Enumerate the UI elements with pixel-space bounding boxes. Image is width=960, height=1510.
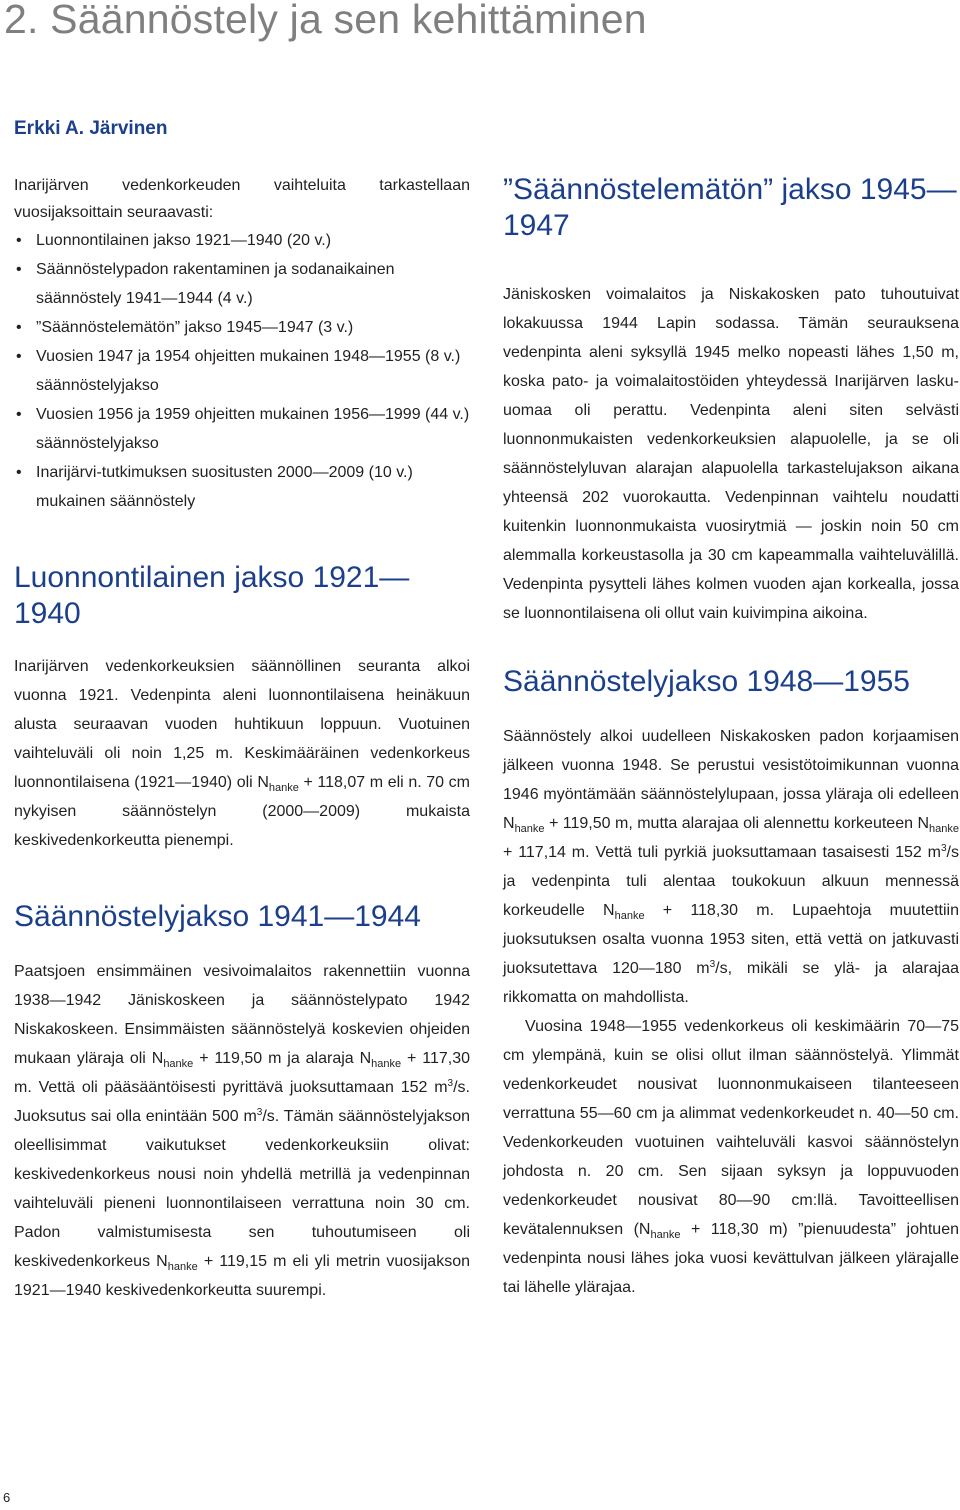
section-heading-natural-period: Luonnontilainen jakso 1921—1940 xyxy=(14,561,410,630)
list-item: • Säännöstelypadon rakentaminen ja sodanaikainen säännöstely 1941—1944 (4 v.) xyxy=(14,255,470,313)
bullet-icon: • xyxy=(16,232,22,249)
regulation-1948-paragraph-1: Säännöstely alkoi uudelleen Niskakosken padon korjaamisen jälkeen vuonna 1948. Se perustui vesistötoimikunnan vuonna 1946 myöntämään säännöstelylupaan, jossa yläraja oli edelleen $N_{hanke} + 119,50$ m, mutta alarajaa oli alennettu korkeuteen $N_{hanke} + 117,14$ m. Vettä tuli pyrkiä juoksuttamaan tasaisesti 152 $m^3/s$ ja vedenpinta tuli alentaa toukokuun alkuun mennessä korkeudelle $N_{hanke} + 118,30$ m. Lupaehtoja muutettiin juoksutuksen osalta vuonna 1953 siten, että vettä on jatkuvasti juoksutettava 120—180 $m^3/s$, mikäli se ylä- ja alarajaa rikkomatta on mahdollista. xyxy=(503,728,960,1006)
list-item: • Inarijärvi-tutkimuksen suositusten 2000—2009 (10 v.) mukainen säännöstely xyxy=(14,458,470,516)
page-number: 6 xyxy=(3,1490,11,1505)
list-item: • ”Säännöstelemätön” jakso 1945—1947 (3 v.) xyxy=(14,313,470,342)
section-heading-unregulated-period: ”Säännöstelemätön” jakso 1945—1947 xyxy=(503,173,957,242)
left-column xyxy=(14,172,470,1305)
section-heading-regulation-1948: Säännöstelyjakso 1948—1955 xyxy=(503,665,910,698)
period-list xyxy=(14,226,470,516)
section-heading-regulation-1941: Säännöstelyjakso 1941—1944 xyxy=(14,900,421,933)
list-item: • Vuosien 1956 ja 1959 ohjeitten mukainen 1956—1999 (44 v.) säännöstelyjakso xyxy=(14,400,470,458)
list-item: • Luonnontilainen jakso 1921—1940 (20 v.) xyxy=(14,226,470,255)
bullet-icon: • xyxy=(16,319,22,336)
bullet-icon: • xyxy=(16,406,22,423)
regulation-1941-paragraph: Paatsjoen ensimmäinen vesivoimalaitos rakennettiin vuonna 1938—1942 Jäniskoskeen ja säännöstelypato 1942 Niskakoskeen. Ensimmäisten säännöstelyä koskevien ohjeiden mukaan yläraja oli $N_{hanke} + 119,50$ m ja alaraja $N_{hanke} + 117,30$ m. Vettä oli pääsääntöisesti pyrittävä juoksuttamaan 152 $m^3/s$. Juoksutus sai olla enintään 500 $m^3/s$. Tämän säännöstelyjakson oleellisimmat vaikutukset vedenkorkeuksiin olivat: keskivedenkorkeus nousi noin yhdellä metrillä ja vedenpinnan vaihteluväli pieneni luonnontilaiseen verrattuna noin 30 cm. Padon valmistumisesta sen tuhoutumiseen oli keskivedenkorkeus $N_{hanke} + 119,15$ m eli yli metrin vuosijakson 1921—1940 keskivedenkorkeutta suurempi. xyxy=(14,963,471,1299)
regulation-1948-paragraph-2: Vuosina 1948—1955 vedenkorkeus oli keskimäärin 70—75 cm ylempänä, kuin se olisi ollut ilman säännöstelyä. Ylimmät vedenkorkeudet nousivat luonnonmukaiseen tilanteeseen verrattuna 55—60 cm ja alimmat vedenkorkeudet n. 40—50 cm. Vedenkorkeuden vuotuinen vaihteluväli kasvoi säännöstelyn johdosta n. 20 cm. Sen sijaan syksyn ja loppuvuoden vedenkorkeudet nousivat 80—90 cm:llä. Tavoitteellisen kevätalennuksen ($N_{hanke} + 118,30$ m) ”pienuudesta” johtuen vedenpinta nousi lähes joka vuosi kevättulvan jälkeen ylärajalle tai lähelle ylärajaa. xyxy=(503,1018,959,1296)
right-column xyxy=(503,172,959,1302)
unregulated-period-paragraph: Jäniskosken voimalaitos ja Niskakosken pato tuhoutuivat lokakuussa 1944 Lapin sodassa. Tämän seurauksena vedenpinta aleni syksyllä 1945 melko nopeasti lähes 1,50 m, koska pato- ja voimalaitostöiden yhteydessä Inarijärven lasku-uomaa oli perattu. Vedenpinta aleni siten selvästi luonnonmukaisten vedenkorkeuksien alapuolelle, ja se oli säännöstelyluvan alarajan alapuolella tarkastelujakson aikana yhteensä 202 vuorokautta. Vedenpinnan vaihtelu noudatti kuitenkin luonnonmukaista vuosirytmiä — joskin noin 50 cm alemmalla korkeustasolla ja 30 cm kapeammalla vaihteluvälillä. Vedenpinta pysytteli lähes kolmen vuoden ajan korkealla, jossa se luonnontilaisena oli ollut vain kuivimpina aikoina. xyxy=(503,286,959,622)
bullet-icon: • xyxy=(16,261,22,278)
bullet-icon: • xyxy=(16,464,22,481)
natural-period-paragraph: Inarijärven vedenkorkeuksien säännöllinen seuranta alkoi vuonna 1921. Vedenpinta aleni luonnontilaisena heinäkuun alusta seuraavan vuoden huhtikuun loppuun. Vuotuinen vaihteluväli oli noin 1,25 m. Keskimääräinen vedenkorkeus luonnontilaisena (1921—1940) oli $N_{hanke} + 118,07$ m eli n. 70 cm nykyisen säännöstelyn (2000—2009) mukaista keskivedenkorkeutta pienempi. xyxy=(14,658,471,849)
bullet-icon: • xyxy=(16,348,22,365)
chapter-title: 2. Säännöstely ja sen kehittäminen xyxy=(4,0,647,42)
intro-paragraph: Inarijärven vedenkorkeuden vaihteluita tarkastellaan vuosijaksoittain seuraavasti: xyxy=(14,177,470,221)
list-item: • Vuosien 1947 ja 1954 ohjeitten mukainen 1948—1955 (8 v.) säännöstelyjakso xyxy=(14,342,470,400)
author-name: Erkki A. Järvinen xyxy=(14,118,168,139)
